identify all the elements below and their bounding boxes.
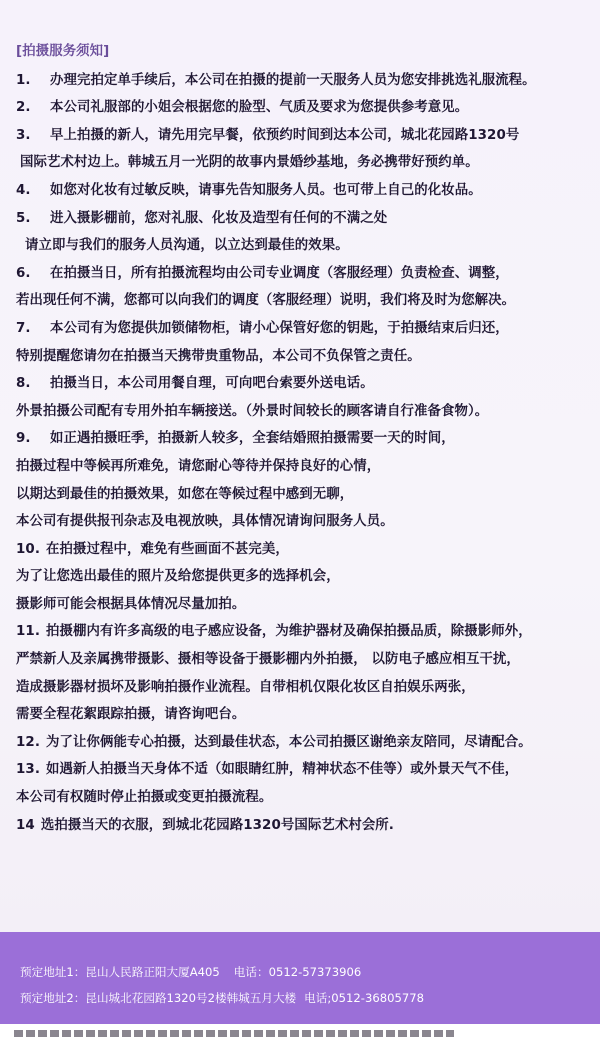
notice-item-8-cont: 外景拍摄公司配有专用外拍车辆接送。（外景时间较长的顾客请自行准备食物）。 xyxy=(16,403,489,419)
item-number: 5. xyxy=(16,210,31,226)
item-text: 进入摄影棚前，您对礼服、化妆及造型有任何的不满之处 xyxy=(50,210,388,226)
cropped-text-fragment xyxy=(14,1030,454,1037)
item-number: 7. xyxy=(16,320,31,336)
address-1-label: 预定地址1： xyxy=(20,965,86,979)
notice-item-3 xyxy=(16,122,596,150)
address-2-text: 昆山城北花园路1320号2楼韩城五月大楼 xyxy=(85,991,297,1005)
notice-item-5-cont: 请立即与我们的服务人员沟通，以立达到最佳的效果。 xyxy=(25,238,349,254)
item-number: 14 xyxy=(16,817,35,833)
notice-item-7-cont: 特别提醒您请勿在拍摄当天携带贵重物品，本公司不负保管之责任。 xyxy=(16,348,421,364)
notice-item-4 xyxy=(16,177,596,205)
notice-item-11-cont-3: 需要全程花絮跟踪拍摄，请咨询吧台。 xyxy=(16,707,246,723)
notice-item-14 xyxy=(16,812,596,840)
phone-1-number: 0512-57373906 xyxy=(268,965,362,979)
item-text: 如您对化妆有过敏反映，请事先告知服务人员。也可带上自己的化妆品。 xyxy=(50,182,482,198)
notice-item-13 xyxy=(16,756,596,784)
item-text: 在拍摄当日，所有拍摄流程均由公司专业调度（客服经理）负责检查、调整， xyxy=(50,265,509,281)
item-number: 13. xyxy=(16,762,41,778)
notice-item-3-cont: 国际艺术村边上。韩城五月一光阴的故事内景婚纱基地，务必携带好预约单。 xyxy=(20,155,479,171)
notice-item-10-cont-1: 为了让您选出最佳的照片及给您提供更多的选择机会， xyxy=(16,569,340,585)
phone-2-label: 电话; xyxy=(304,991,332,1005)
notice-item-13-cont: 本公司有权随时停止拍摄或变更拍摄流程。 xyxy=(16,790,273,806)
notice-item-5 xyxy=(16,205,596,233)
notice-item-6-cont: 若出现任何不满，您都可以向我们的调度（客服经理）说明，我们将及时为您解决。 xyxy=(16,293,516,309)
address-2-label: 预定地址2： xyxy=(20,991,86,1005)
item-number: 2. xyxy=(16,100,31,116)
notice-item-9-cont-1: 拍摄过程中等候再所难免，请您耐心等待并保持良好的心情， xyxy=(16,458,381,474)
notice-item-1 xyxy=(16,67,596,95)
cropped-text-edge xyxy=(0,1024,600,1037)
item-number: 10. xyxy=(16,541,41,557)
booking-address-footer xyxy=(0,932,600,1024)
notice-item-12 xyxy=(16,729,596,757)
address-1-text: 昆山人民路正阳大厦A405 xyxy=(85,965,220,979)
notice-item-8 xyxy=(16,370,596,398)
item-text: 办理完拍定单手续后，本公司在拍摄的提前一天服务人员为您安排挑选礼服流程。 xyxy=(50,72,536,88)
notice-item-11-cont-1: 严禁新人及亲属携带摄影、摄相等设备于摄影棚内外拍摄， 以防电子感应相互干扰， xyxy=(16,652,520,668)
notice-item-9 xyxy=(16,425,596,453)
item-number: 12. xyxy=(16,734,41,750)
booking-address-2 xyxy=(20,990,424,1006)
booking-address-1 xyxy=(20,964,361,980)
item-number: 8. xyxy=(16,376,31,392)
item-number: 4. xyxy=(16,182,31,198)
item-number: 3. xyxy=(16,127,31,143)
item-number: 9. xyxy=(16,431,31,447)
phone-2-number: 0512-36805778 xyxy=(331,991,424,1005)
item-number: 6. xyxy=(16,265,31,281)
notice-heading: [拍摄服务须知] xyxy=(16,44,110,59)
service-notice-content xyxy=(16,38,596,839)
notice-item-9-cont-2: 以期达到最佳的拍摄效果，如您在等候过程中感到无聊， xyxy=(16,486,354,502)
item-text: 拍摄当日，本公司用餐自理，可向吧台索要外送电话。 xyxy=(50,376,374,392)
item-text: 如遇新人拍摄当天身体不适（如眼睛红肿，精神状态不佳等）或外景天气不佳， xyxy=(46,762,519,778)
notice-item-11 xyxy=(16,618,596,646)
notice-item-6 xyxy=(16,260,596,288)
notice-item-2 xyxy=(16,94,596,122)
notice-item-10 xyxy=(16,536,596,564)
item-text: 本公司礼服部的小姐会根据您的脸型、气质及要求为您提供参考意见。 xyxy=(50,100,469,116)
item-text: 拍摄棚内有许多高级的电子感应设备，为维护器材及确保拍摄品质，除摄影师外， xyxy=(46,624,532,640)
item-text: 为了让你俩能专心拍摄，达到最佳状态，本公司拍摄区谢绝亲友陪同，尽请配合。 xyxy=(46,734,532,750)
item-text: 如正遇拍摄旺季，拍摄新人较多，全套结婚照拍摄需要一天的时间， xyxy=(50,431,455,447)
item-number: 11. xyxy=(16,624,41,640)
item-text: 早上拍摄的新人，请先用完早餐，依预约时间到达本公司，城北花园路1320号 xyxy=(50,127,520,143)
item-text: 选拍摄当天的衣服，到城北花园路1320号国际艺术村会所. xyxy=(40,817,394,833)
notice-item-11-cont-2: 造成摄影器材损坏及影响拍摄作业流程。自带相机仅限化妆区自拍娱乐两张， xyxy=(16,679,475,695)
notice-item-10-cont-2: 摄影师可能会根据具体情况尽量加拍。 xyxy=(16,596,246,612)
notice-item-7 xyxy=(16,315,596,343)
item-text: 在拍摄过程中，难免有些画面不甚完美， xyxy=(46,541,289,557)
phone-1-label: 电话： xyxy=(233,965,269,979)
item-text: 本公司有为您提供加锁储物柜，请小心保管好您的钥匙，于拍摄结束后归还， xyxy=(50,320,509,336)
item-number: 1. xyxy=(16,72,31,88)
notice-item-9-cont-3: 本公司有提供报刊杂志及电视放映，具体情况请询问服务人员。 xyxy=(16,514,394,530)
